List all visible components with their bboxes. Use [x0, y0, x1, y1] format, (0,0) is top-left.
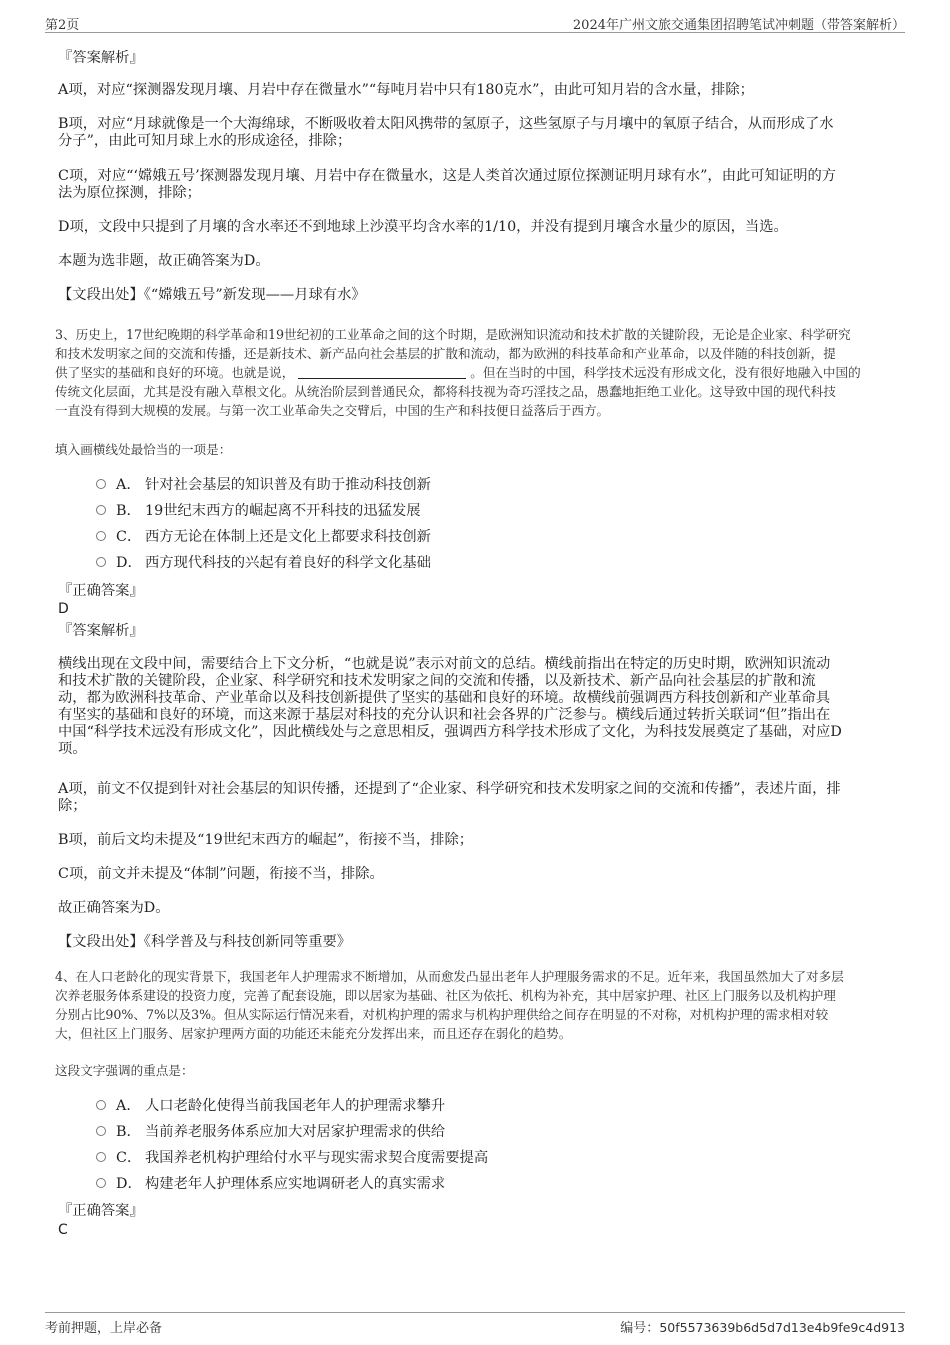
q4-option-a[interactable]: A． 人口老龄化使得当前我国老年人的护理需求攀升	[96, 1098, 445, 1115]
q3-passage-line3	[55, 363, 897, 382]
analysis-tag: 『答案解析』	[58, 623, 144, 639]
q2-option-c-explanation-line1: C项，对应“‘嫦娥五号’探测器发现月壤、月岩中存在微量水，这是人类首次通过原位探测证明月球有水”，由此可知证明的方	[58, 168, 837, 184]
q2-option-d-explanation: D项，文段中只提到了月壤的含水率还不到地球上沙漠平均含水率的1/10，并没有提到月壤含水量少的原因，当选。	[58, 219, 788, 235]
document-title: 2024年广州文旅交通集团招聘笔试冲刺题（带答案解析）	[572, 18, 905, 33]
footer-slogan: 考前押题，上岸必备	[45, 1321, 163, 1336]
radio-button[interactable]	[96, 1152, 106, 1162]
q3-passage-line5: 一直没有得到大规模的发展。与第一次工业革命失之交臂后，中国的生产和科技便日益落后于西方。	[55, 403, 610, 418]
q4-correct-answer: C	[58, 1222, 68, 1238]
q3-option-c-explanation: C项，前文并未提及“体制”问题，衔接不当，排除。	[58, 866, 384, 882]
analysis-tag: 『答案解析』	[58, 50, 144, 66]
q3-prompt: 填入画横线处最恰当的一项是：	[55, 442, 232, 457]
q3-conclusion: 故正确答案为D。	[58, 900, 170, 916]
q2-option-b-explanation-line2: 分子”，由此可知月球上水的形成途径，排除；	[58, 133, 352, 149]
radio-button[interactable]	[96, 1100, 106, 1110]
q4-option-c[interactable]: C． 我国养老机构护理给付水平与现实需求契合度需要提高	[96, 1150, 488, 1167]
q2-option-b-explanation-line1: B项，对应“月球就像是一个大海绵球，不断吸收着太阳风携带的氢原子，这些氢原子与月壤中的氧原子结合，从而形成了水	[58, 116, 834, 132]
q2-conclusion: 本题为选非题，故正确答案为D。	[58, 253, 270, 269]
q3-passage-line4: 传统文化层面，尤其是没有融入草根文化。从统治阶层到普通民众，都将科技视为奇巧淫技之品，愚蠢地拒绝工业化。这导致中国的现代科技	[55, 384, 836, 399]
q3-option-a-explanation-line2: 除；	[58, 798, 87, 814]
q3-correct-answer: D	[58, 601, 69, 617]
q2-source: 【文段出处】《“嫦娥五号”新发现——月球有水》	[58, 287, 366, 303]
q3-explanation-line4: 有坚实的基础和良好的环境，而这来源于基层对科技的充分认识和社会各界的广泛参与。横线后通过转折关联词“但”指出在	[58, 707, 831, 723]
q4-passage-line3: 分别占比90%、7%以及3%。但从实际运行情况来看，对机构护理的需求与机构护理供给之间存在明显的不对称，对机构护理的需求相对较	[55, 1007, 829, 1022]
q3-option-b[interactable]: B． 19世纪末西方的崛起离不开科技的迅猛发展	[96, 503, 421, 520]
radio-button[interactable]	[96, 1178, 106, 1188]
radio-button[interactable]	[96, 557, 106, 567]
q4-option-b[interactable]: B． 当前养老服务体系应加大对居家护理需求的供给	[96, 1124, 445, 1141]
q3-explanation-line3: 动，都为欧洲科技革命、产业革命以及科技创新提供了坚实的基础和良好的环境。故横线前强调西方科技创新和产业革命具	[58, 690, 831, 706]
page-number: 第2页	[45, 18, 80, 33]
radio-button[interactable]	[96, 479, 106, 489]
q3-explanation-line6: 项。	[58, 741, 87, 757]
q2-option-a-explanation: A项，对应“探测器发现月壤、月岩中存在微量水”“每吨月岩中只有180克水”，由此可知月岩的含水量，排除；	[58, 82, 754, 98]
q3-option-c[interactable]: C． 西方无论在体制上还是文化上都要求科技创新	[96, 529, 431, 546]
radio-button[interactable]	[96, 1126, 106, 1136]
radio-button[interactable]	[96, 531, 106, 541]
q4-prompt: 这段文字强调的重点是：	[55, 1063, 194, 1078]
answer-tag: 『正确答案』	[58, 1203, 144, 1219]
page-header	[45, 10, 905, 33]
q3-passage-line1: 3、历史上，17世纪晚期的科学革命和19世纪初的工业革命之间的这个时期，是欧洲知识流动和技术扩散的关键阶段，无论是企业家、科学研究	[55, 327, 851, 342]
q4-option-d[interactable]: D． 构建老年人护理体系应实地调研老人的真实需求	[96, 1176, 445, 1193]
answer-tag: 『正确答案』	[58, 583, 144, 599]
q2-option-c-explanation-line2: 法为原位探测，排除；	[58, 185, 201, 201]
q3-passage-line3-end: 。但在当时的中国，科学技术远没有形成文化，没有很好地融入中国的	[470, 365, 861, 380]
q3-option-a[interactable]: A． 针对社会基层的知识普及有助于推动科技创新	[96, 477, 431, 494]
radio-button[interactable]	[96, 505, 106, 515]
q3-source: 【文段出处】《科学普及与科技创新同等重要》	[58, 934, 352, 950]
q3-option-b-explanation: B项，前后文均未提及“19世纪末西方的崛起”，衔接不当，排除；	[58, 832, 474, 848]
document-code: 编号：50f5573639b6d5d7d13e4b9fe9c4d913	[620, 1320, 905, 1336]
q4-passage-line2: 次养老服务体系建设的投资力度，完善了配套设施，即以居家为基础、社区为依托、机构为补充，其中居家护理、社区上门服务以及机构护理	[55, 988, 836, 1003]
q3-option-d[interactable]: D． 西方现代科技的兴起有着良好的科学文化基础	[96, 555, 431, 572]
q3-passage-line2: 和技术发明家之间的交流和传播，还是新技术、新产品向社会基层的扩散和流动，都为欧洲的科技革命和产业革命，以及伴随的科技创新，提	[55, 346, 836, 361]
q3-explanation-line5: 中国“科学技术远没有形成文化”，因此横线处与之意思相反，强调西方科学技术形成了文化，为科技发展奠定了基础，对应D	[58, 724, 842, 740]
fill-blank	[298, 366, 466, 379]
q4-passage-line4: 大，但社区上门服务、居家护理两方面的功能还未能充分发挥出来，而且还存在弱化的趋势。	[55, 1026, 572, 1041]
q3-option-a-explanation-line1: A项，前文不仅提到针对社会基层的知识传播，还提到了“企业家、科学研究和技术发明家之间的交流和传播”，表述片面，排	[58, 781, 841, 797]
q3-passage-line3-start: 供了坚实的基础和良好的环境。也就是说，	[55, 365, 295, 380]
q3-explanation-line2: 和技术扩散的关键阶段，企业家、科学研究和技术发明家之间的交流和传播，以及新技术、新产品向社会基层的扩散和流	[58, 673, 816, 689]
q3-explanation-line1: 横线出现在文段中间，需要结合上下文分析，“也就是说”表示对前文的总结。横线前指出在特定的历史时期，欧洲知识流动	[58, 656, 831, 672]
page-footer	[45, 1312, 905, 1337]
q4-passage-line1: 4、在人口老龄化的现实背景下，我国老年人护理需求不断增加，从而愈发凸显出老年人护理服务需求的不足。近年来，我国虽然加大了对多层	[55, 969, 844, 984]
